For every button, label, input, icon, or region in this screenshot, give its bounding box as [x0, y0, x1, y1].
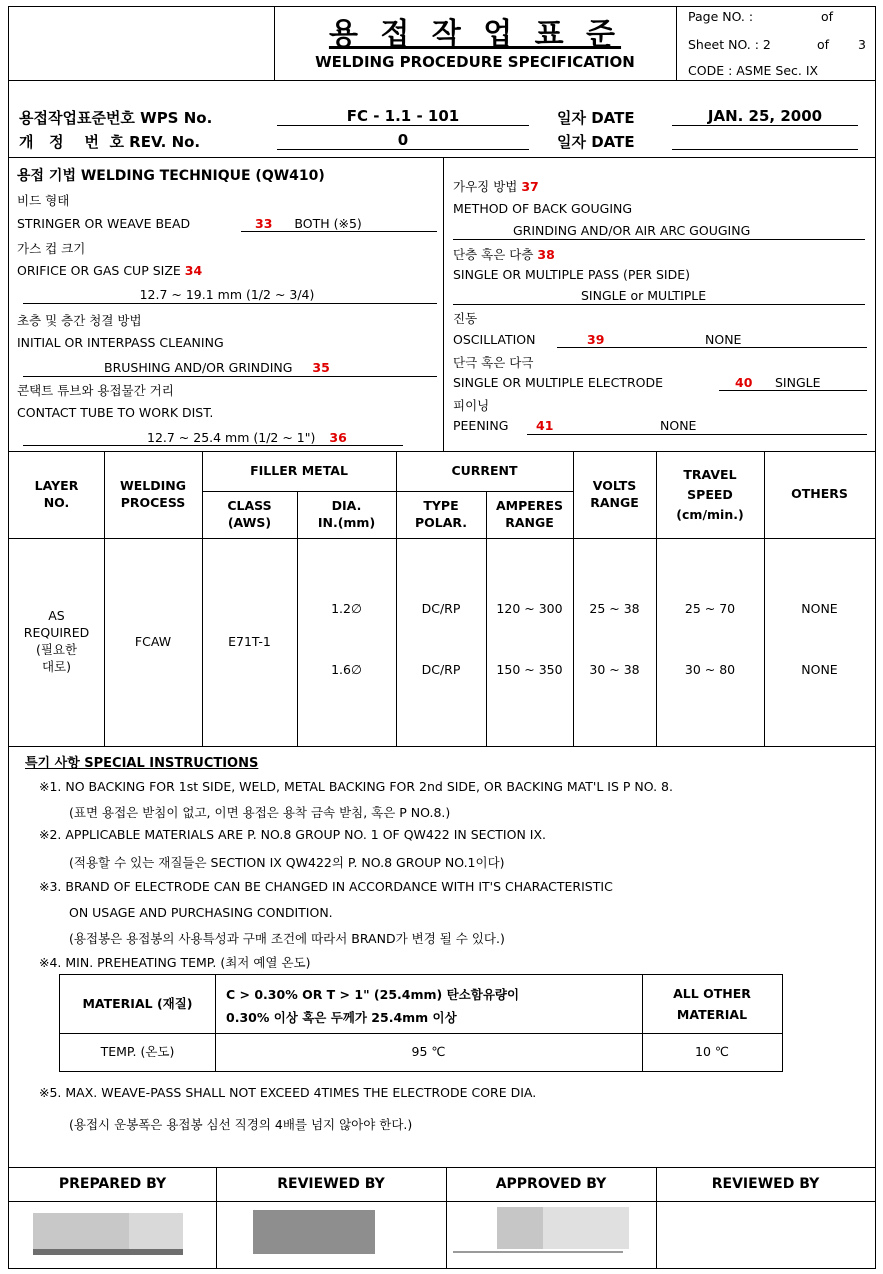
pass-value: SINGLE or MULTIPLE [581, 288, 707, 303]
tube-value [147, 430, 347, 445]
gouge-en: METHOD OF BACK GOUGING [453, 201, 633, 216]
preheat-other-label: ALL OTHER MATERIAL [673, 985, 751, 1022]
cell-layer: AS REQUIRED (필요한 대로) [23, 608, 90, 674]
clean-num: 35 [312, 360, 330, 375]
gouge-kr-text: 가우징 방법 [453, 179, 518, 194]
th-type: TYPE POLAR. [414, 497, 468, 530]
signature-reviewed-1 [253, 1210, 375, 1254]
gouge-kr [453, 177, 539, 195]
tube-num: 36 [329, 430, 347, 445]
cell-type-1: DC/RP [421, 600, 461, 616]
wps-no-value: FC - 1.1 - 101 [346, 107, 460, 125]
peen-num: 41 [536, 418, 554, 433]
wps-form [8, 6, 876, 1269]
prepared-by-label: PREPARED BY [58, 1175, 167, 1192]
code-label: CODE : ASME Sec. IX [688, 63, 819, 78]
bead-en-text: STRINGER OR WEAVE BEAD [17, 216, 191, 231]
osc-en: OSCILLATION [453, 332, 536, 347]
clean-en: INITIAL OR INTERPASS CLEANING [17, 335, 224, 350]
cell-others-2: NONE [801, 661, 838, 677]
special-line-5: ※5. MAX. WEAVE-PASS SHALL NOT EXCEED 4TIMES THE ELECTRODE CORE DIA. [39, 1085, 537, 1100]
peen-en: PEENING [453, 418, 509, 433]
special-line-3: ※3. BRAND OF ELECTRODE CAN BE CHANGED IN ACCORDANCE WITH IT'S CHARACTERISTIC [39, 879, 613, 894]
preheat-table [59, 974, 783, 1072]
preheat-material-label: MATERIAL (재질) [82, 995, 193, 1011]
cell-speed-1: 25 ~ 70 [684, 600, 736, 616]
bead-kr: 비드 형태 [17, 193, 70, 208]
page-no-label: Page NO. : [688, 9, 754, 24]
preheat-temp-value-2: 10 ℃ [695, 1043, 729, 1059]
bead-value-text: BOTH (※5) [294, 216, 362, 231]
preheat-temp-label: TEMP. (온도) [100, 1043, 175, 1059]
special-line-4: ※4. MIN. PREHEATING TEMP. (최저 예열 온도) [39, 955, 311, 970]
wps-no-label: 용접작업표준번호 WPS No. [19, 109, 213, 127]
cell-amp-1: 120 ~ 300 [496, 600, 563, 616]
th-class: CLASS (AWS) [227, 497, 272, 530]
date-value-1: JAN. 25, 2000 [707, 107, 823, 125]
th-others: OTHERS [791, 486, 848, 502]
clean-value [104, 360, 330, 375]
elec-value: SINGLE [775, 375, 821, 390]
cup-value: 12.7 ~ 19.1 mm (1/2 ~ 3/4) [139, 287, 315, 302]
title-korean: 용 접 작 업 표 준 [328, 17, 622, 52]
special-line-5-kr: (용접시 운봉폭은 용접봉 심선 직경의 4배를 넘지 않아야 한다.) [69, 1117, 413, 1132]
bead-num: 33 [255, 216, 273, 231]
th-layer: LAYER NO. [34, 477, 79, 510]
pass-kr [453, 245, 555, 263]
cup-num: 34 [184, 263, 203, 278]
cell-type-2: DC/RP [421, 661, 461, 677]
cell-class: E71T-1 [228, 633, 271, 649]
special-line-1: ※1. NO BACKING FOR 1st SIDE, WELD, METAL BACKING FOR 2nd SIDE, OR BACKING MAT'L IS P NO. 8. [39, 779, 673, 794]
sheet-no-label: Sheet NO. : 2 [688, 37, 771, 52]
special-line-3b: ON USAGE AND PURCHASING CONDITION. [69, 905, 333, 920]
tube-kr: 콘택트 튜브와 용접물간 거리 [17, 383, 174, 398]
th-volts: VOLTS RANGE [590, 477, 639, 510]
cup-en-text: ORIFICE OR GAS CUP SIZE [17, 263, 181, 278]
page-of-label: of [821, 9, 834, 24]
approved-by-label: APPROVED BY [495, 1175, 607, 1192]
title-english: WELDING PROCEDURE SPECIFICATION [315, 53, 635, 71]
tube-en: CONTACT TUBE TO WORK DIST. [17, 405, 214, 420]
elec-num: 40 [735, 375, 753, 390]
clean-kr: 초층 및 층간 청결 방법 [17, 313, 142, 328]
cell-process: FCAW [134, 633, 172, 649]
th-speed: TRAVEL SPEED (cm/min.) [676, 466, 744, 522]
technique-heading: 용접 기법 WELDING TECHNIQUE (QW410) [17, 168, 325, 184]
tube-value-text: 12.7 ~ 25.4 mm (1/2 ~ 1") [147, 430, 316, 445]
special-line-3-kr: (용접봉은 용접봉의 사용특성과 구매 조건에 따라서 BRAND가 변경 될 수 있다.) [69, 931, 505, 946]
rev-no-label: 개 정 번 호 REV. No. [19, 133, 201, 151]
cup-kr: 가스 컵 크기 [17, 241, 86, 256]
th-process: WELDING PROCESS [119, 477, 187, 510]
reviewed-by-label-2: REVIEWED BY [711, 1175, 820, 1192]
reviewed-by-label-1: REVIEWED BY [277, 1175, 385, 1192]
bead-en [17, 216, 190, 231]
cell-speed-2: 30 ~ 80 [684, 661, 736, 677]
date-label-2: 일자 DATE [557, 133, 635, 151]
osc-kr: 진동 [453, 311, 478, 326]
special-heading: 특기 사항 SPECIAL INSTRUCTIONS [25, 756, 259, 771]
th-current: CURRENT [451, 462, 518, 478]
cell-others-1: NONE [801, 600, 838, 616]
peen-kr: 피이닝 [453, 398, 490, 413]
pass-num: 38 [537, 247, 555, 262]
rev-no-value: 0 [397, 131, 409, 149]
preheat-temp-value-1: 95 ℃ [411, 1043, 446, 1059]
signature-approved [453, 1207, 633, 1255]
clean-value-text: BRUSHING AND/OR GRINDING [104, 360, 293, 375]
elec-en: SINGLE OR MULTIPLE ELECTRODE [453, 375, 664, 390]
cup-en [17, 263, 202, 278]
preheat-cond-1: C > 0.30% OR T > 1" (25.4mm) 탄소함유량이 [226, 987, 520, 1002]
pass-en: SINGLE OR MULTIPLE PASS (PER SIDE) [453, 267, 690, 282]
th-amperes: AMPERES RANGE [496, 497, 563, 530]
sheet-of-label: of [817, 37, 830, 52]
date-label-1: 일자 DATE [557, 109, 635, 127]
th-dia: DIA. IN.(mm) [317, 497, 376, 530]
peen-value: NONE [660, 418, 697, 433]
bead-value [255, 216, 362, 231]
preheat-cond-2: 0.30% 이상 혹은 두께가 25.4mm 이상 [226, 1010, 457, 1025]
signature-prepared [33, 1213, 183, 1257]
th-filler: FILLER METAL [250, 462, 348, 478]
cell-volts-2: 30 ~ 38 [589, 661, 640, 677]
special-line-2: ※2. APPLICABLE MATERIALS ARE P. NO.8 GROUP NO. 1 OF QW422 IN SECTION IX. [39, 827, 547, 842]
cell-dia-2: 1.6∅ [331, 661, 362, 677]
elec-kr: 단극 혹은 다극 [453, 355, 534, 370]
osc-num: 39 [587, 332, 605, 347]
gouge-value: GRINDING AND/OR AIR ARC GOUGING [513, 223, 751, 238]
cell-dia-1: 1.2∅ [331, 600, 362, 616]
gouge-num: 37 [521, 179, 539, 194]
cell-volts-1: 25 ~ 38 [589, 600, 640, 616]
special-line-2-kr: (적용할 수 있는 재질들은 SECTION IX QW422의 P. NO.8 GROUP NO.1이다) [69, 855, 505, 870]
cell-amp-2: 150 ~ 350 [496, 661, 563, 677]
osc-value: NONE [705, 332, 742, 347]
special-line-1-kr: (표면 용접은 받침이 없고, 이면 용접은 용착 금속 받침, 혹은 P NO.8.) [69, 805, 451, 820]
pass-kr-text: 단층 혹은 다층 [453, 247, 534, 262]
sheet-total: 3 [858, 37, 866, 52]
